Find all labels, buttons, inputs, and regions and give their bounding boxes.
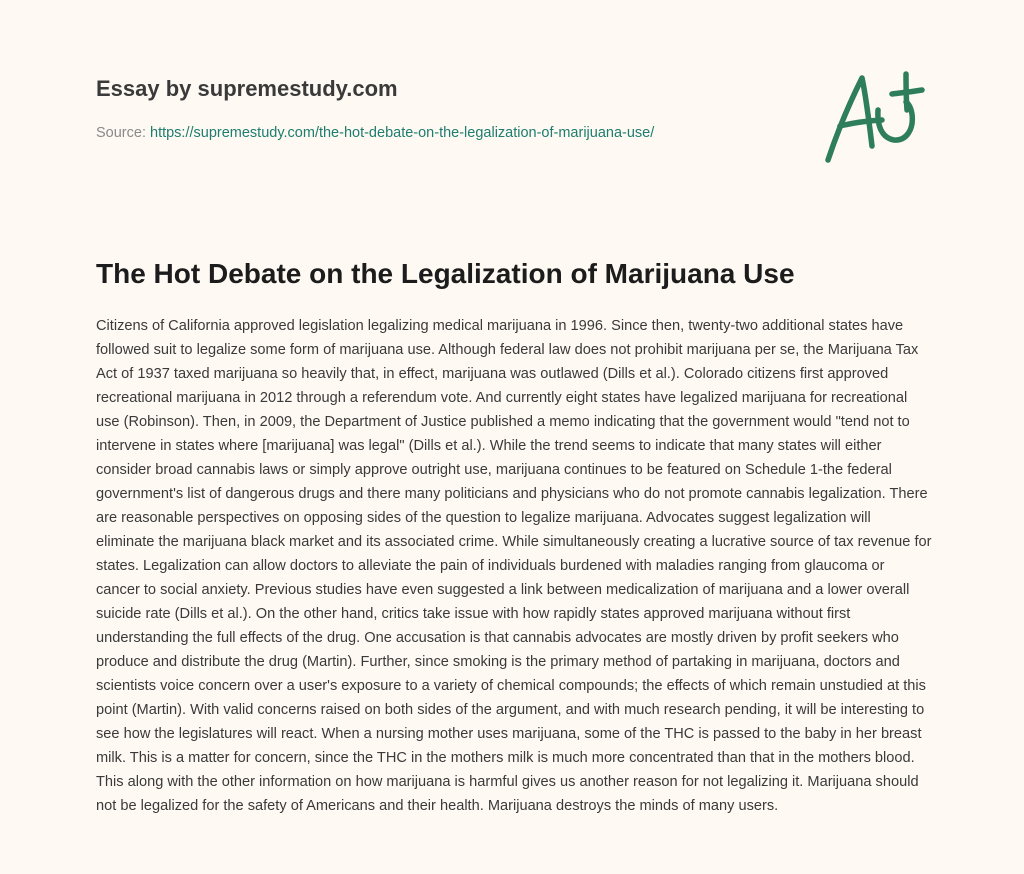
source-link[interactable]: https://supremestudy.com/the-hot-debate-on-the-legalization-of-marijuana-use/ — [150, 125, 655, 141]
essay-header — [96, 74, 796, 143]
essay-title: The Hot Debate on the Legalization of Marijuana Use — [96, 258, 795, 289]
a-plus-logo-icon — [822, 66, 928, 166]
essay-body: Citizens of California approved legislation legalizing medical marijuana in 1996. Since then, twenty-two additional states have followed suit to legalize some form of marijuana use. Although federal law does not prohibit marijuana per se, the Marijuana Tax Act of 1937 taxed marijuana so heavily that, in effect, marijuana was outlawed (Dills et al.). Colorado citizens first approved recreational marijuana in 2012 through a referendum vote. And currently eight states have legalized marijuana for recreational use (Robinson). Then, in 2009, the Department of Justice published a memo indicating that the government would "tend not to intervene in states where [marijuana] was legal" (Dills et al.). While the trend seems to indicate that many states will either consider broad cannabis laws or simply approve outright use, marijuana continues to be featured on Schedule 1-the federal government's list of dangerous drugs and there many politicians and physicians who do not promote cannabis legalization. There are reasonable perspectives on opposing sides of the question to legalize marijuana. Advocates suggest legalization will eliminate the marijuana black market and its associated crime. While simultaneously creating a lucrative source of tax revenue for states. Legalization can allow doctors to alleviate the pain of individuals burdened with maladies ranging from glaucoma or cancer to social anxiety. Previous studies have even suggested a link between medicalization of marijuana and a lower overall suicide rate (Dills et al.). On the other hand, critics take issue with how rapidly states approved marijuana without first understanding the full effects of the drug. One accusation is that cannabis advocates are mostly driven by profit seekers who produce and distribute the drug (Martin). Further, since smoking is the primary method of partaking in marijuana, doctors and scientists voice concern over a user's exposure to a variety of chemical compounds; the effects of which remain unstudied at this point (Martin). With valid concerns raised on both sides of the argument, and with much research pending, it will be interesting to see how the legislatures will react. When a nursing mother uses marijuana, some of the THC is passed to the baby in her breast milk. This is a matter for concern, since the THC in the mothers milk is much more concentrated than that in the mothers blood. This along with the other information on how marijuana is harmful gives us another reason for not legalizing it. Marijuana should not be legalized for the safety of Americans and their health. Marijuana destroys the minds of many users. — [96, 318, 932, 814]
source-label: Source: — [96, 125, 150, 141]
essay-author-heading: Essay by supremestudy.com — [96, 76, 398, 101]
source-line — [96, 123, 796, 143]
